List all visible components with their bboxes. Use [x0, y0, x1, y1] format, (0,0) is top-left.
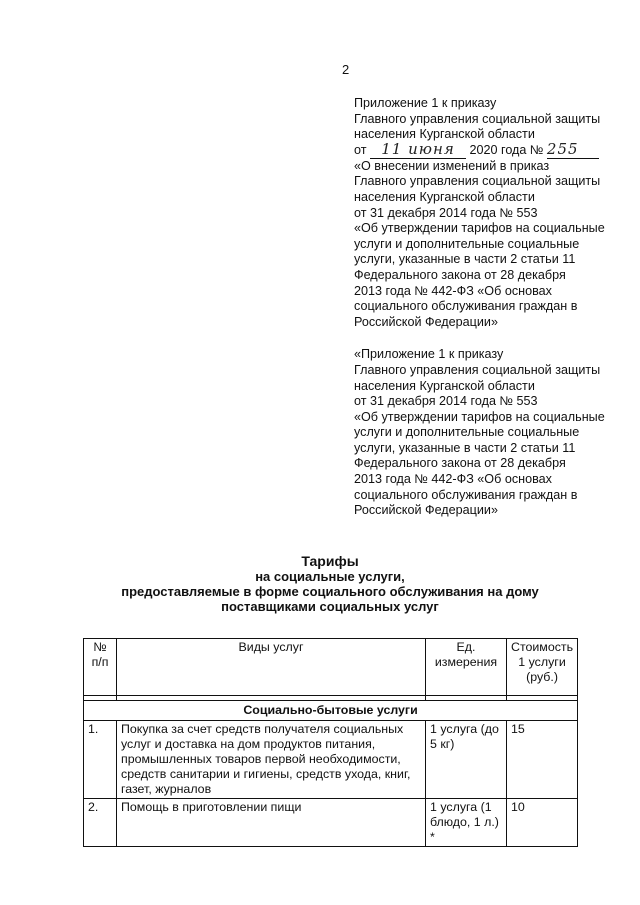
document-subtitle: на социальные услуги, — [255, 569, 405, 584]
appendix-line: населения Курганской области — [354, 189, 535, 204]
header-name: Виды услуг — [117, 639, 426, 696]
appendix-line: «Об утверждении тарифов на социальные — [354, 221, 605, 236]
appendix-line: Российской Федерации» — [354, 314, 498, 329]
appendix-line: населения Курганской области — [354, 378, 535, 393]
row-num: 1. — [84, 721, 117, 799]
table-row — [84, 721, 578, 799]
row-cost: 10 — [507, 799, 578, 847]
row-name: Покупка за счет средств получателя социальных услуг и доставка на дом продуктов питания, промышленных товаров первой необходимости, средств санитарии и гигиены, средств ухода, книг, газет, журналов — [117, 721, 426, 799]
appendix-line: услуги и дополнительные социальные — [354, 236, 580, 251]
appendix-line: населения Курганской области — [354, 127, 535, 142]
row-name: Помощь в приготовлении пищи — [117, 799, 426, 847]
section-title: Социально-бытовые услуги — [84, 701, 578, 721]
header-num: № п/п — [84, 639, 117, 696]
appendix-line: услуги, указанные в части 2 статьи 11 — [354, 252, 576, 267]
appendix-line: социального обслуживания граждан в — [354, 487, 578, 502]
appendix-line: «Об утверждении тарифов на социальные — [354, 409, 605, 424]
appendix-line: «О внесении изменений в приказ — [354, 158, 550, 173]
row-unit: 1 услуга (до 5 кг) — [426, 721, 507, 799]
appendix-line: Главного управления социальной защиты — [354, 174, 601, 189]
order-year-label: 2020 года № — [469, 142, 544, 157]
appendix-line: социального обслуживания граждан в — [354, 299, 578, 314]
row-unit: 1 услуга (1 блюдо, 1 л.) * — [426, 799, 507, 847]
handwritten-number: 255 — [546, 139, 579, 158]
tariffs-table — [83, 638, 578, 847]
handwritten-date: 11 июня — [381, 139, 455, 158]
appendix-block — [354, 96, 634, 519]
table-section-row — [84, 701, 578, 721]
header-cost: Стоимость 1 услуги (руб.) — [507, 639, 578, 696]
appendix-line: услуги, указанные в части 2 статьи 11 — [354, 440, 576, 455]
appendix-line: «Приложение 1 к приказу — [354, 347, 504, 362]
header-unit: Ед. измерения — [426, 639, 507, 696]
order-number-blank — [546, 139, 599, 159]
document-title: Тарифы — [301, 553, 359, 569]
appendix-line: Российской Федерации» — [354, 503, 498, 518]
appendix-line: от 31 декабря 2014 года № 553 — [354, 205, 538, 220]
row-num: 2. — [84, 799, 117, 847]
table-header-row — [84, 639, 578, 696]
order-date-line — [354, 139, 634, 159]
document-subtitle: предоставляемые в форме социального обслуживания на дому — [121, 584, 539, 599]
order-date-blank — [370, 139, 466, 159]
appendix-line: Главного управления социальной защиты — [354, 111, 601, 126]
appendix-line: Федерального закона от 28 декабря — [354, 267, 566, 282]
appendix-line: 2013 года № 442-ФЗ «Об основах — [354, 283, 552, 298]
paragraph-gap — [354, 330, 634, 347]
table-row — [84, 799, 578, 847]
appendix-line: Главного управления социальной защиты — [354, 362, 601, 377]
page-number: 2 — [342, 62, 350, 77]
order-from-label: от — [354, 142, 367, 157]
appendix-line: Приложение 1 к приказу — [354, 96, 497, 110]
appendix-line: услуги и дополнительные социальные — [354, 425, 580, 440]
row-cost: 15 — [507, 721, 578, 799]
appendix-line: от 31 декабря 2014 года № 553 — [354, 394, 538, 409]
appendix-line: 2013 года № 442-ФЗ «Об основах — [354, 472, 552, 487]
document-subtitle: поставщиками социальных услуг — [221, 599, 439, 614]
appendix-line: Федерального закона от 28 декабря — [354, 456, 566, 471]
